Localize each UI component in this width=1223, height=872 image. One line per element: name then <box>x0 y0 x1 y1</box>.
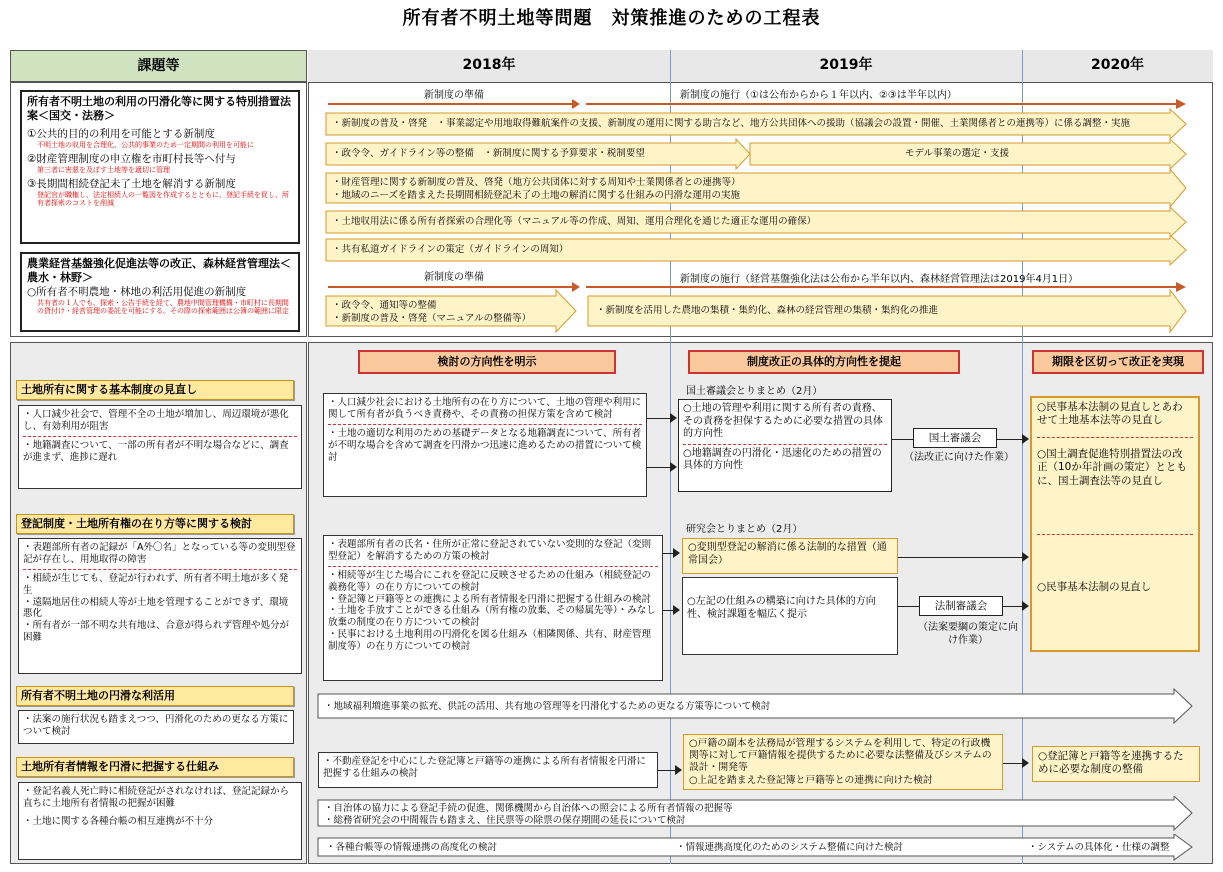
header-issues: 課題等 <box>10 50 307 82</box>
prep2-label: 新制度の準備 <box>424 272 484 283</box>
page-title: 所有者不明土地等問題 対策推進のための工程表 <box>402 8 821 29</box>
arrow-a1-text: ・新制度の普及・啓発 ・事業認定や用地取得難航案件の支援、新制度の運用に関する助言など、地方公共団体への援助（協議会の設置・開催、土業関係者との連携等）に係る調整・実施 <box>332 118 1131 129</box>
topic-3-issues <box>18 710 294 744</box>
result-3: ○民事基本法制の見直し <box>1037 580 1152 593</box>
topic-1: 土地所有に関する基本制度の見直し <box>16 380 294 400</box>
connector-kenkyu-b-head <box>1022 601 1029 611</box>
kenkyu-summary-label: 研究会とりまとめ（2月） <box>686 524 803 535</box>
arrow-a2b-text: モデル事業の選定・支援 <box>905 148 1010 159</box>
arrow-a6-text: ・政令令、通知等の整備 <box>332 300 437 311</box>
header-2019: 2019年 <box>670 50 1022 82</box>
study-2-item-2: ・相続等が生じた場合にこれを登記に反映させるための仕組み（相続登記の義務化等）の在り方についての検討 <box>328 569 652 593</box>
law2-title: 農業経営基盤強化促進法等の改正、森林経営管理法＜農水・林野＞ <box>27 257 291 285</box>
study-2-item-5: ・民事における土地利用の円滑化を図る仕組み（相隣関係、共有、財産管理制度等）の在り方についての検討 <box>328 629 652 652</box>
study-1-item-1: ・人口減少社会における土地所有の在り方について、土地の管理や利用に関して所有者が負うべき責務や、その責務の担保方策を含めて検討 <box>328 397 642 420</box>
arrow-a6b-text: ・新制度の普及・啓発（マニュアルの整備等） <box>332 313 532 324</box>
topic-1-issue-2: ・地籍調査について、一部の所有者が不明な場合などに、調査が進まず、進捗に遅れ <box>23 439 289 463</box>
hosei-note: （法案要綱の策定に向け作業） <box>918 622 1018 646</box>
topic-3: 所有者不明土地の円滑な利活用 <box>16 686 294 706</box>
y4-item-2: ○上記を踏まえた登記簿と戸籍等との連携に向けた検討 <box>689 774 933 786</box>
arrow-a3b-text: ・地域のニーズを踏まえた長期間相続登記未了の土地の解消に関する仕組みの円滑な運用の実施 <box>332 190 741 201</box>
t4-arrow1-text: ・自治体の協力による登記手続の促進、関係機関から自治体への照会による所有者情報の把握等 <box>324 803 733 814</box>
law1-item3-note: 登記官が職権し、法定相続人の一覧図を作成するとともに、登記手続を促し、所有者探索のコストを削減 <box>37 191 289 208</box>
topic-2-issue-1: ・表題部所有者の記録が「A外〇名」となっている等の変則型登記が存在し、用地取得の障害 <box>23 542 296 565</box>
result-2: ○国土調査促進特別措置法の改正（10か年計画の策定）とともに、国土調査法等の見直し <box>1037 448 1187 487</box>
connector-1b-head <box>670 462 677 472</box>
law1-item3: ③長期間相続登記未了土地を解消する新制度 <box>27 177 236 190</box>
phase-2-header: 制度改正の具体的方向性を提起 <box>688 350 960 374</box>
kokudo-note: （法改正に向けた作業） <box>904 452 1014 463</box>
kenkyu-item-1: ○変則型登記の解消に係る法制的な措置（通常国会） <box>688 542 887 566</box>
topic-2-issue-4: ・所有者が一部不明な共有地は、合意が得られず管理や処分が困難 <box>23 620 290 644</box>
study-4-item-1: ・不動産登記を中心にした登記簿と戸籍等の連携による所有者情報を円滑に把握する仕組みの検討 <box>323 756 647 779</box>
kokudo-item-2: ○地籍調査の円滑化・迅速化のための措置の具体的方向性 <box>683 447 882 471</box>
t4-arrow1b-text: ・総務省研究会の中間報告も踏まえ、住民票等の除票の保存期間の延長について検討 <box>324 815 686 826</box>
phase-3-header: 期限を区切って改正を実現 <box>1032 350 1204 374</box>
enforce2-label: 新制度の施行（経営基盤強化法は公布から半年以内、森林経営管理法は2019年4月1日） <box>680 274 1079 285</box>
study-box-2 <box>323 535 663 681</box>
kenkyu-item-2: ○左記の仕組みの構築に向けた具体的方向性、検討課題を幅広く提示 <box>687 596 876 620</box>
study-box-1 <box>323 393 647 497</box>
topic-2-issue-3: ・遠隔地居住の相続人等が土地を管理することができず、環境悪化 <box>23 596 289 620</box>
kokudo-item-1: ○土地の管理や利用に関する所有者の責務、その責務を担保するために必要な措置の具体的方向性 <box>683 403 883 439</box>
law1-item1-note: 不明土地の収用を合理化、公共的事業のため一定期間の利用を可能に <box>37 140 254 149</box>
law1-item2-note: 第三者に害悪を及ぼす土地等を適切に管理 <box>37 165 170 174</box>
arrow-a7-text: ・新制度を活用した農地の集積・集約化、森林の経営管理の集積・集約化の推進 <box>596 305 939 316</box>
connector-4b-head <box>1022 758 1029 768</box>
topic-1-issue-1: ・人口減少社会で、管理不全の土地が増加し、周辺環境が悪化し、有効利用が阻害 <box>23 409 289 432</box>
connector-kenkyu-a-head <box>1022 552 1029 562</box>
connector-4a-head <box>675 765 682 775</box>
connector-1a-head <box>670 413 677 423</box>
topic-2-issue-2: ・相続が生じても、登記が行われず、所有者不明土地が多く発生 <box>23 572 289 596</box>
result-1: ○民事基本法制の見直しとあわせて土地基本法等の見直し <box>1037 401 1183 427</box>
header-2018: 2018年 <box>308 50 670 82</box>
topic-4-issues <box>18 782 302 860</box>
y4-box <box>683 734 1003 790</box>
special-measures-law-box <box>20 90 300 244</box>
connector-kenkyu-a <box>898 557 1026 558</box>
topic-1-issues <box>18 405 302 489</box>
t4-arrow2b-text: ・情報連携高度化のためのシステム整備に向けた検討 <box>676 842 904 853</box>
study-box-4 <box>318 752 658 788</box>
t4-arrow2c-text: ・システムの具体化・仕様の調整 <box>1028 842 1170 853</box>
kokudo-summary-label: 国土審議会とりまとめ（2月） <box>686 386 823 397</box>
law2-note: 共有者の１人でも、探索・公告手続を経て、農地中間管理機構・市町村に長期間の貸付け・経営管理の委託を可能にする。その際の探索範囲は公簿の範囲に限定 <box>37 298 289 315</box>
agri-forest-law-box <box>20 252 300 332</box>
law1-item1: ①公共的目的の利用を可能とする新制度 <box>27 127 215 140</box>
connector-kokudo-head <box>1022 434 1029 444</box>
topic-4: 土地所有者情報を円滑に把握する仕組み <box>16 757 294 777</box>
phase-1-header: 検討の方向性を明示 <box>358 350 616 374</box>
law1-item2: ②財産管理制度の申立権を市町村長等へ付与 <box>27 152 236 165</box>
topic-2: 登記制度・土地所有権の在り方等に関する検討 <box>16 514 294 534</box>
study-1-item-2: ・土地の適切な利用のための基礎データとなる地籍調査について、所有者が不明な場合を含めて調査を円滑かつ迅速に進めるための措置について検討 <box>328 427 642 463</box>
study-2-item-3: ・登記簿と戸籍等との連携による所有者情報を円滑に把握する仕組みの検討 <box>328 593 652 605</box>
topic-4-issue-2: ・土地に関する各種台帳の相互連携が不十分 <box>23 815 214 827</box>
topic-4-issue-1: ・登記名義人死亡時に相続登記がされなければ、登記記録から直ちに土地所有者情報の把握が困難 <box>23 786 290 809</box>
y4-item-1: ○戸籍の副本を法務局が管理するシステムを利用して、特定の行政機関等に対して戸籍情報を提供するために必要な法整備及びシステムの設計・開発等 <box>689 738 992 774</box>
enforce1-label: 新制度の施行（①は公布からから１年以内、②③は半年以内） <box>680 90 957 101</box>
r4-box <box>1032 746 1200 782</box>
connector-2a-head <box>673 548 680 558</box>
arrow-a3-text: ・財産管理に関する新制度の普及、啓発（地方公共団体に対する周知や士業関係者との連携等） <box>332 177 741 188</box>
arrow-a5-text: ・共有私道ガイドラインの策定（ガイドラインの周知） <box>332 244 569 255</box>
connector-2b-head <box>673 605 680 615</box>
result-column-box <box>1030 396 1200 652</box>
kokudo-council-box: 国土審議会 <box>913 428 997 448</box>
kenkyu-item-1-box <box>682 538 898 574</box>
hosei-council-box: 法制審議会 <box>919 596 1003 616</box>
arrow-a4-text: ・土地収用法に係る所有者探索の合理化等（マニュアル等の作成、周知、運用合理化を通じた適正な運用の確保） <box>332 216 817 227</box>
arrow-a2-text: ・政令令、ガイドライン等の整備 ・新制度に関する予算要求・税制要望 <box>332 148 645 159</box>
law1-title: 所有者不明土地の利用の円滑化等に関する特別措置法案＜国交・法務＞ <box>27 95 291 123</box>
result-4: ○登記簿と戸籍等を連携するために必要な制度の整備 <box>1038 750 1184 776</box>
prep1-label: 新制度の準備 <box>424 90 484 101</box>
t4-arrow2a-text: ・各種台帳等の情報連携の高度化の検討 <box>326 842 498 853</box>
topic-2-issues <box>18 538 302 674</box>
study-2-item-4: ・土地を手放すことができる仕組み（所有権の放棄、その帰属先等）・みなし放棄の制度の在り方についての検討 <box>328 605 656 629</box>
study-2-item-1: ・表題部所有者の氏名・住所が正常に登記されていない変則的な登記（変則型登記）を解消するための方策の検討 <box>328 539 652 562</box>
law2-item1: ○所有者不明農地・林地の利活用促進の新制度 <box>27 285 247 298</box>
kenkyu-item-2-box <box>682 577 898 655</box>
t3-arrow-text: ・地域福利増進事業の拡充、供託の活用、共有地の管理等を円滑化するための更なる方策等について検討 <box>324 701 771 712</box>
header-2020: 2020年 <box>1022 50 1213 82</box>
kokudo-summary-box <box>678 399 892 492</box>
topic-3-issue-1: ・法案の施行状況も踏まえつつ、円滑化のための更なる方策について検討 <box>23 714 289 737</box>
